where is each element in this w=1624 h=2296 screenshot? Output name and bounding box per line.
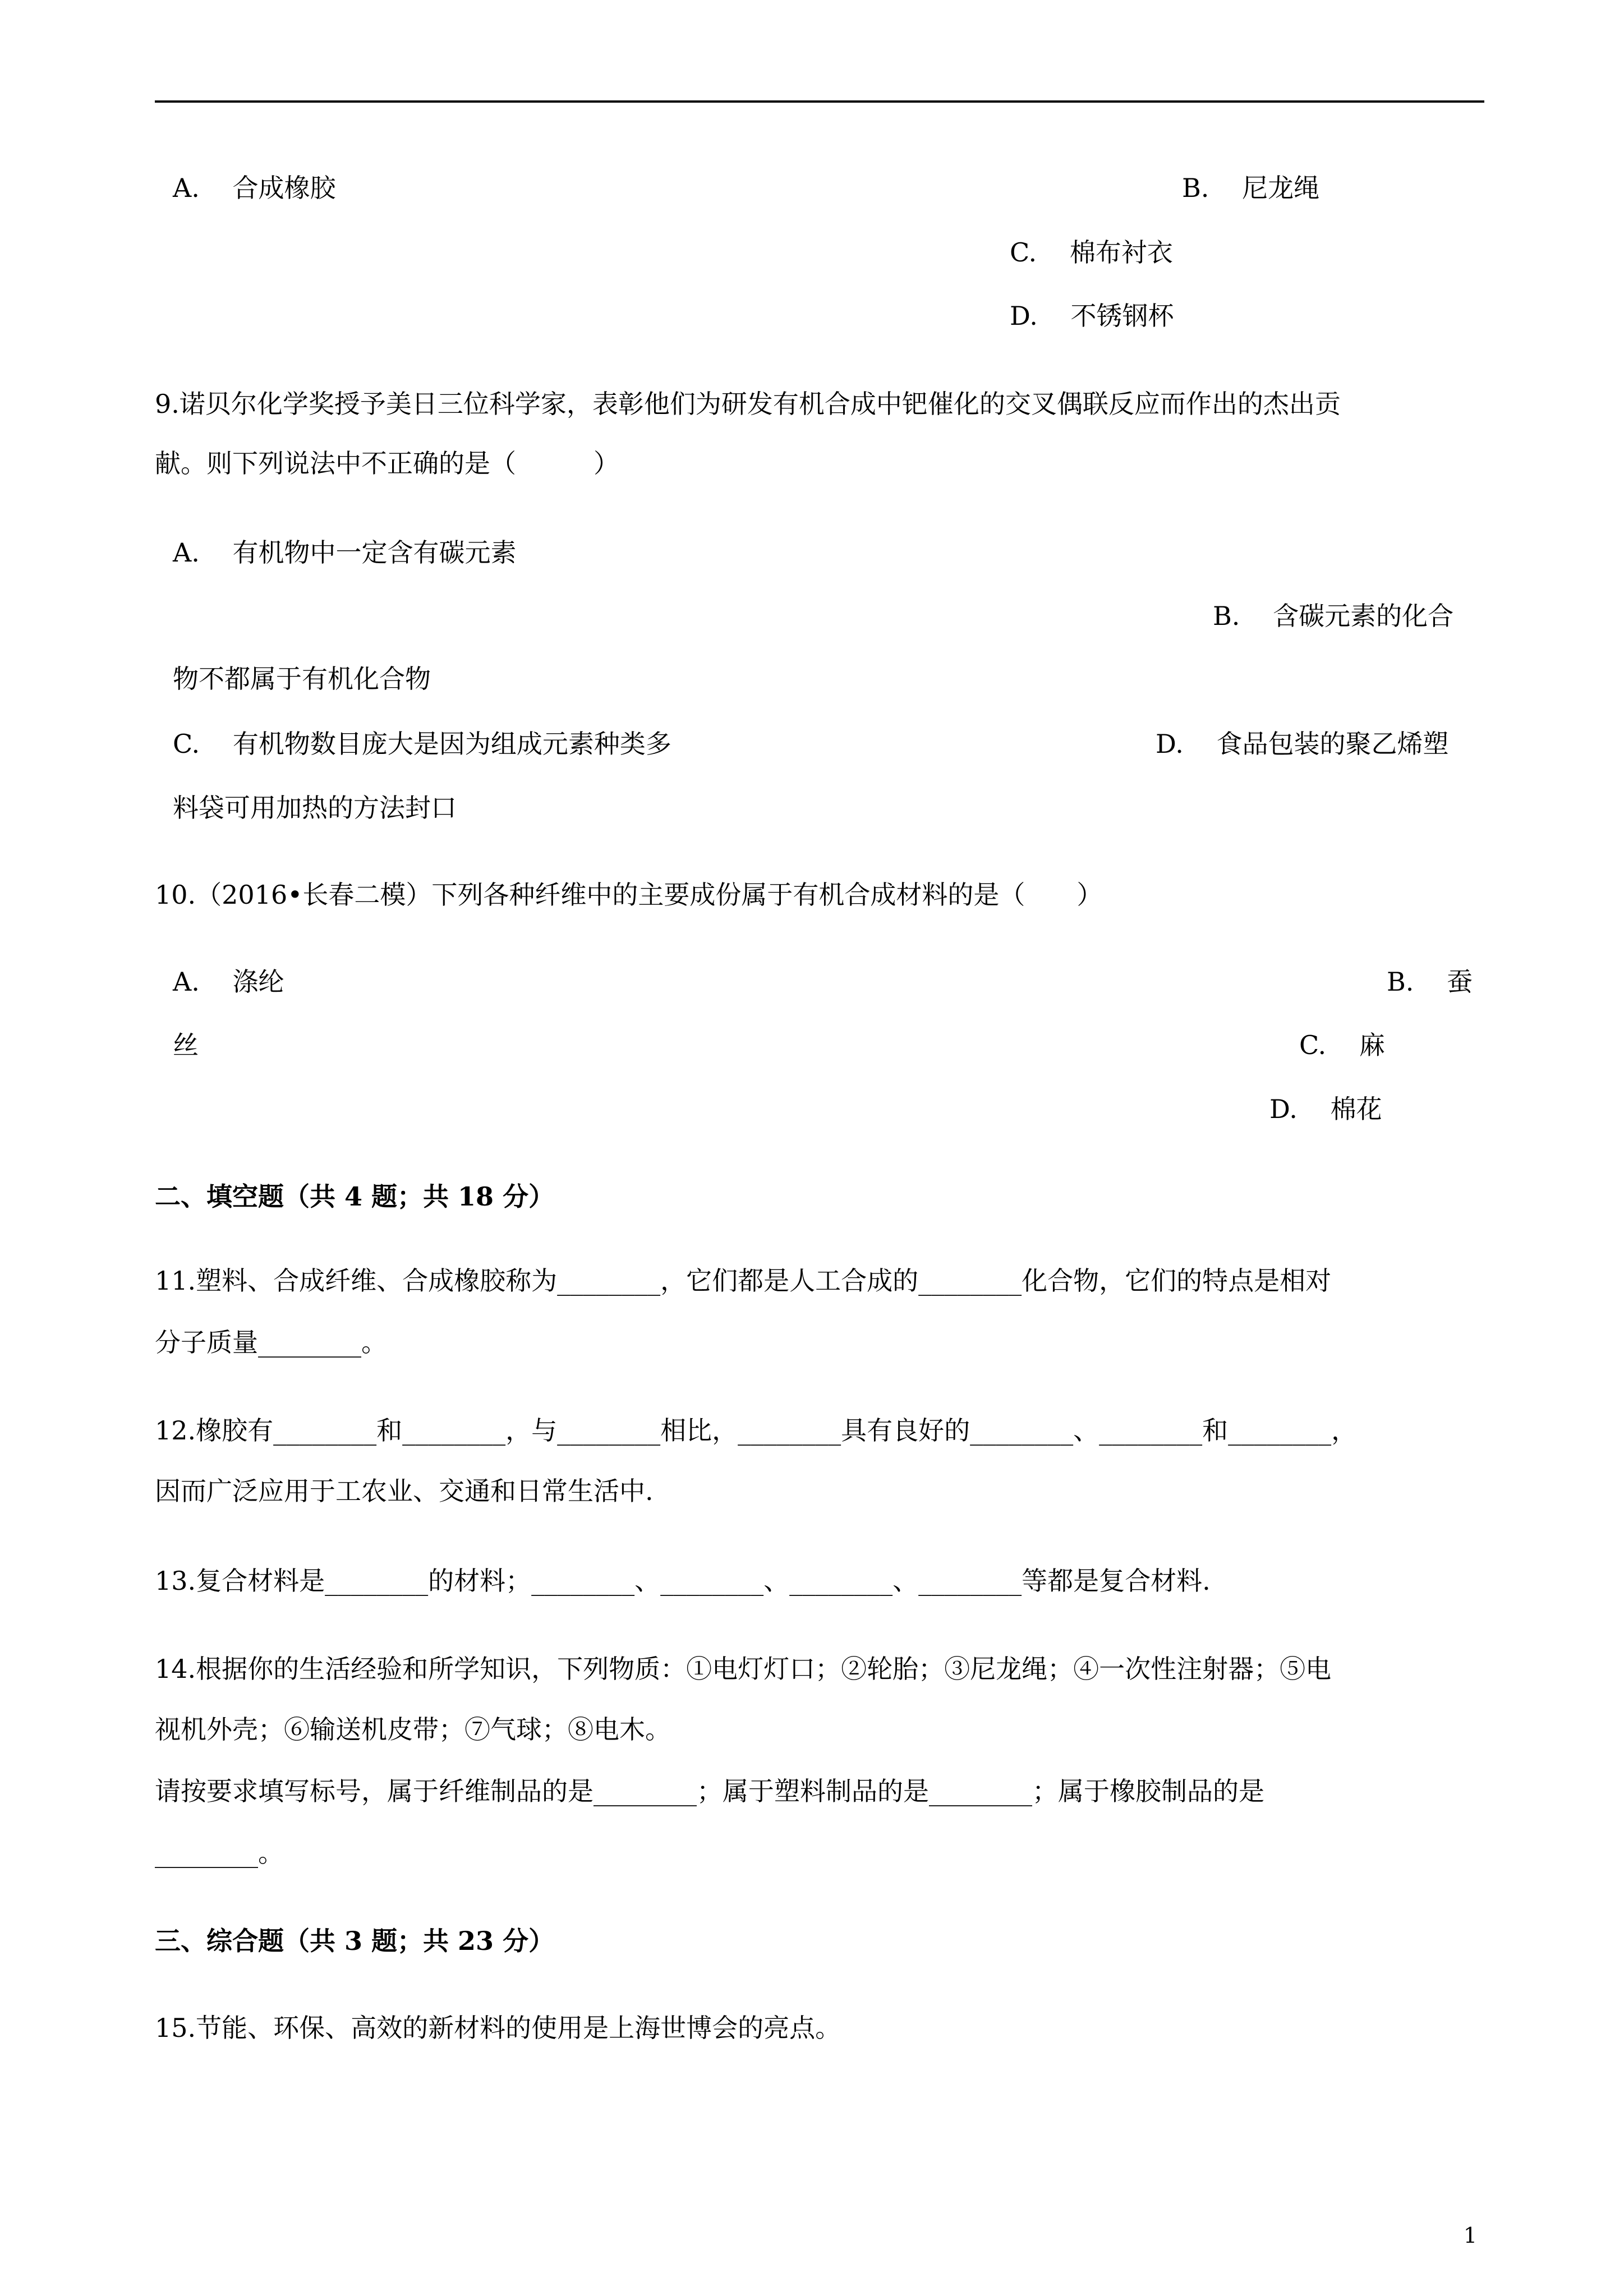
q14-line4: ________。 — [155, 1838, 284, 1868]
section-heading-fill-in: 二、填空题（共 4 题；共 18 分） — [155, 1181, 555, 1212]
q13-line1: 13.复合材料是________的材料；________、________、________、________等都是复合材料. — [155, 1566, 1211, 1596]
q11-line1: 11.塑料、合成纤维、合成橡胶称为________，它们都是人工合成的________化合物，它们的特点是相对 — [155, 1266, 1332, 1296]
q15-line1: 15.节能、环保、高效的新材料的使用是上海世博会的亮点。 — [155, 2013, 841, 2043]
option-letter: B. — [1387, 967, 1414, 997]
q14-line3: 请按要求填写标号，属于纤维制品的是________；属于塑料制品的是________；属于橡胶制品的是 — [155, 1776, 1264, 1806]
q10-option-a — [173, 965, 284, 999]
option-text: 含碳元素的化合 — [1273, 601, 1454, 631]
q9-stem-line1: 9.诺贝尔化学奖授予美日三位科学家，表彰他们为研发有机合成中钯催化的交叉偶联反应而作出的杰出贡 — [155, 389, 1341, 419]
q9-option-b — [1213, 599, 1453, 633]
q9-option-d — [1156, 727, 1449, 761]
q14-line1: 14.根据你的生活经验和所学知识，下列物质：①电灯灯口；②轮胎；③尼龙绳；④一次性注射器；⑤电 — [155, 1654, 1332, 1684]
q14-line2: 视机外壳；⑥输送机皮带；⑦气球；⑧电木。 — [155, 1714, 671, 1745]
option-letter: C. — [173, 729, 200, 759]
q8-option-d — [1010, 299, 1174, 333]
q10-option-b-continuation: 丝 — [173, 1030, 199, 1060]
option-text: 有机物中一定含有碳元素 — [232, 537, 517, 568]
option-letter: B. — [1182, 173, 1209, 203]
q9-option-a — [173, 536, 516, 569]
option-letter: A. — [173, 173, 200, 203]
option-letter: C. — [1299, 1030, 1327, 1060]
q10-stem: 10.（2016•长春二模）下列各种纤维中的主要成份属于有机合成材料的是（ ） — [155, 880, 1103, 910]
option-text: 蚕 — [1447, 967, 1473, 997]
option-text: 不锈钢杯 — [1070, 301, 1174, 331]
header-rule — [155, 100, 1484, 103]
q8-option-a — [173, 171, 335, 205]
q10-option-b — [1387, 965, 1473, 999]
option-text: 棉花 — [1330, 1094, 1382, 1124]
option-text: 尼龙绳 — [1242, 173, 1320, 203]
q8-option-b — [1182, 171, 1319, 205]
q10-option-c — [1299, 1028, 1385, 1062]
option-text: 涤纶 — [232, 967, 284, 997]
section-heading-comprehensive: 三、综合题（共 3 题；共 23 分） — [155, 1926, 555, 1956]
option-text: 棉布衬衣 — [1069, 237, 1173, 268]
q12-line2: 因而广泛应用于工农业、交通和日常生活中. — [155, 1476, 654, 1506]
q9-option-c — [173, 727, 671, 761]
q11-line2: 分子质量________。 — [155, 1327, 387, 1358]
q10-option-d — [1269, 1092, 1382, 1126]
q12-line1: 12.橡胶有________和________，与________相比，________具有良好的________、________和________， — [155, 1415, 1358, 1446]
option-text: 合成橡胶 — [232, 173, 336, 203]
option-letter: A. — [173, 537, 200, 568]
option-text: 有机物数目庞大是因为组成元素种类多 — [232, 729, 671, 759]
option-letter: B. — [1213, 601, 1240, 631]
option-text: 食品包装的聚乙烯塑 — [1216, 729, 1449, 759]
option-letter: D. — [1010, 301, 1038, 331]
page-number: 1 — [1463, 2223, 1477, 2248]
q9-option-b-continuation: 物不都属于有机化合物 — [173, 664, 431, 694]
q8-option-c — [1010, 236, 1173, 269]
option-text: 麻 — [1359, 1030, 1385, 1060]
option-letter: A. — [173, 967, 200, 997]
option-letter: D. — [1269, 1094, 1298, 1124]
q9-option-d-continuation: 料袋可用加热的方法封口 — [173, 793, 457, 823]
option-letter: D. — [1156, 729, 1184, 759]
option-letter: C. — [1010, 237, 1037, 268]
q9-stem-line2: 献。则下列说法中不正确的是（ ） — [155, 448, 619, 478]
